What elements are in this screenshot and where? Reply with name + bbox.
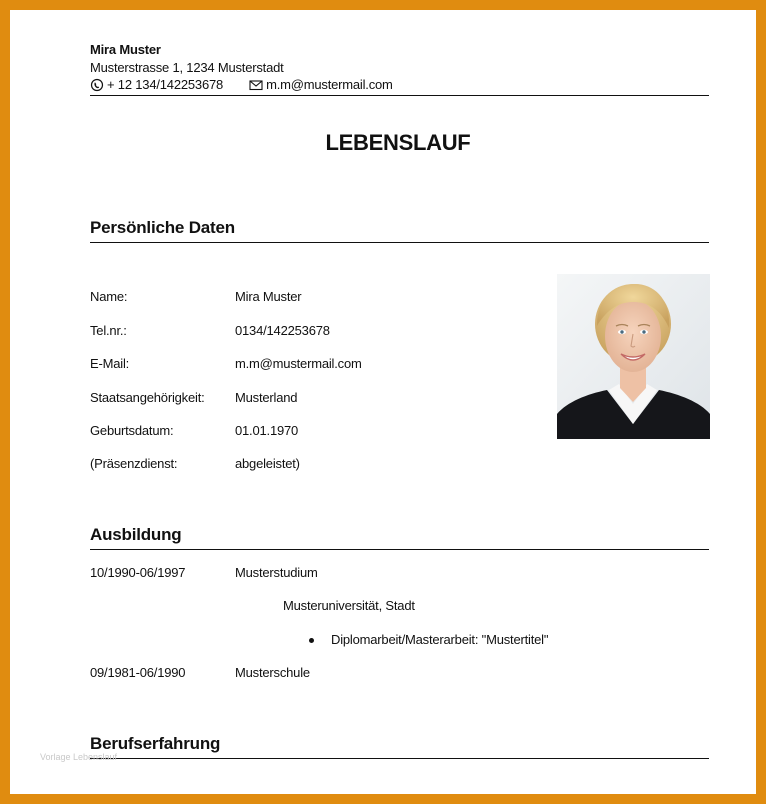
value-service: abgeleistet): [235, 456, 300, 471]
profile-photo: [557, 274, 710, 439]
document-page: [10, 10, 756, 794]
label-name: Name:: [90, 289, 128, 304]
bullet-icon: [309, 638, 314, 643]
section-divider-experience: [90, 758, 709, 759]
section-divider-education: [90, 549, 709, 550]
watermark: Vorlage Lebenslauf: [40, 752, 118, 762]
label-phone: Tel.nr.:: [90, 323, 127, 338]
value-phone: 0134/142253678: [235, 323, 330, 338]
education-date-2: 09/1981-06/1990: [90, 665, 186, 680]
label-service: (Präsenzdienst:: [90, 456, 178, 471]
header-contact: [90, 77, 393, 92]
label-email: E-Mail:: [90, 356, 130, 371]
section-heading-personal: Persönliche Daten: [90, 218, 235, 237]
value-birthdate: 01.01.1970: [235, 423, 299, 438]
section-heading-experience: Berufserfahrung: [90, 734, 221, 753]
education-institution-1: Musteruniversität, Stadt: [283, 598, 415, 613]
education-title-2: Musterschule: [235, 665, 310, 680]
header-email[interactable]: m.m@mustermail.com: [266, 77, 393, 92]
header-address: Musterstrasse 1, 1234 Musterstadt: [90, 60, 284, 75]
phone-icon: [90, 78, 104, 92]
label-nationality: Staatsangehörigkeit:: [90, 390, 205, 405]
value-email[interactable]: m.m@mustermail.com: [235, 356, 362, 371]
value-nationality: Musterland: [235, 390, 298, 405]
header-name: Mira Muster: [90, 42, 161, 57]
header-divider: [90, 95, 709, 96]
education-title-1: Musterstudium: [235, 565, 318, 580]
education-bullet-1: Diplomarbeit/Masterarbeit: "Mustertitel": [331, 632, 549, 647]
header-phone: + 12 134/142253678: [107, 77, 224, 92]
envelope-icon: [249, 78, 263, 92]
value-name: Mira Muster: [235, 289, 302, 304]
education-date-1: 10/1990-06/1997: [90, 565, 186, 580]
section-heading-education: Ausbildung: [90, 525, 182, 544]
section-divider-personal: [90, 242, 709, 243]
document-title: LEBENSLAUF: [325, 130, 471, 155]
label-birthdate: Geburtsdatum:: [90, 423, 174, 438]
